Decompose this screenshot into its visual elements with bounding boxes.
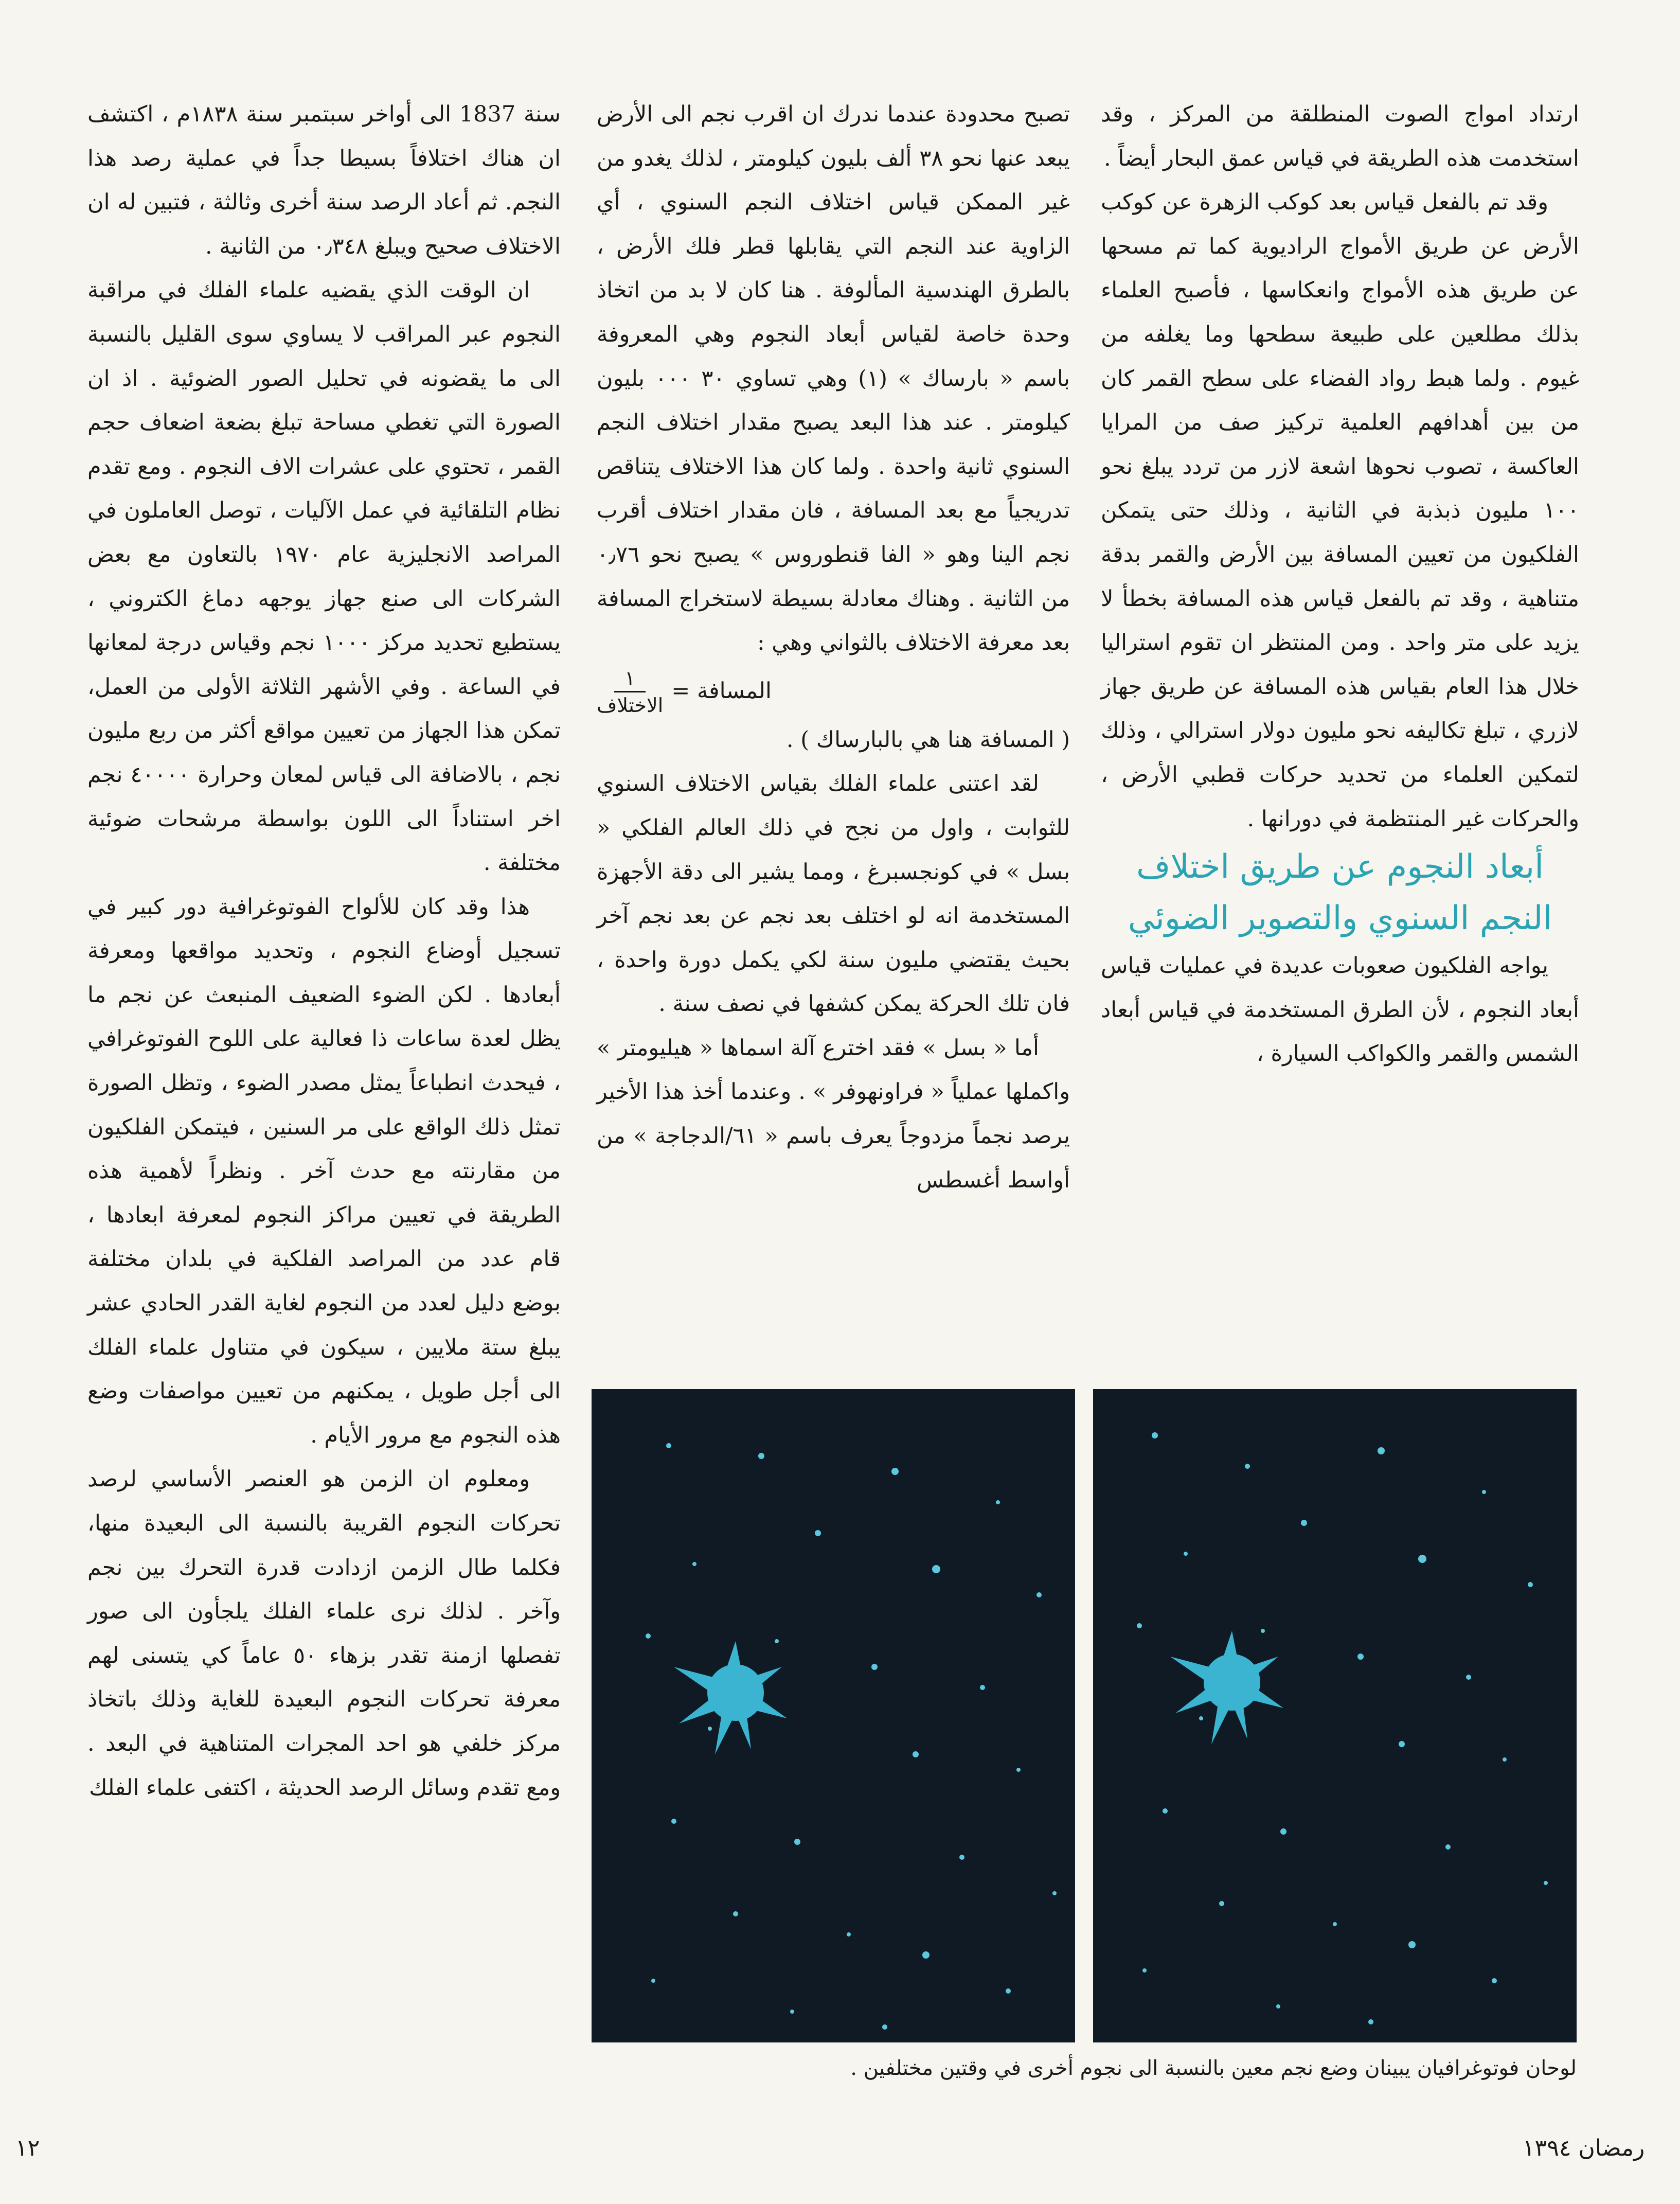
- distance-formula: [597, 665, 1070, 718]
- star-field-image: [1093, 1389, 1577, 2042]
- paragraph: سنة 1837 الى أواخر سبتمبر سنة ١٨٣٨م ، اكتشف ان هناك اختلافاً بسيطا جداً في عملية رصد هذا النجم. ثم أعاد الرصد سنة أخرى وثالثة ، فتبين له ان الاختلاف صحيح ويبلغ ٠٫٣٤٨ من الثانية .: [87, 101, 561, 259]
- formula-denominator: الاختلاف: [597, 694, 664, 717]
- issue-label: رمضان ١٣٩٤: [1523, 2135, 1645, 2161]
- column-middle: [597, 93, 1070, 1202]
- page-number: ١٢: [15, 2135, 40, 2161]
- paragraph: هذا وقد كان للألواح الفوتوغرافية دور كبير في تسجيل أوضاع النجوم ، وتحديد مواقعها ومعرفة أبعادها . لكن الضوء الضعيف المنبعث عن نجم ما يظل لعدة ساعات ذا فعالية على اللوح الفوتوغرافي ، فيحدث انطباعاً يمثل مصدر الضوء ، وتظل الصورة تمثل ذلك الواقع على مر السنين ، فيتمكن الفلكيون من مقارنته مع حدث آخر . ونظراً لأهمية هذه الطريقة في تعيين مراكز النجوم لمعرفة ابعادها ، قام عدد من المراصد الفلكية في بلدان مختلفة بوضع دليل لعدد من النجوم لغاية القدر الحادي عشر يبلغ ستة ملايين ، سيكون في متناول علماء الفلك الى أجل طويل ، يمكنهم من تعيين مواصفات وضع هذه النجوم مع مرور الأيام .: [87, 894, 561, 1448]
- paragraph: ارتداد امواج الصوت المنطلقة من المركز ، وقد استخدمت هذه الطريقة في قياس عمق البحار أيضاً .: [1101, 101, 1579, 171]
- formula-numerator: ١: [614, 665, 645, 692]
- bright-star-marker: [1170, 1631, 1283, 1744]
- figure-caption: لوحان فوتوغرافيان يبينان وضع نجم معين بالنسبة الى نجوم أخرى في وقتين مختلفين .: [850, 2056, 1577, 2080]
- paragraph: ومعلوم ان الزمن هو العنصر الأساسي لرصد تحركات النجوم القريبة بالنسبة الى البعيدة منها، فكلما طال الزمن ازدادت قدرة التحرك بين نجم وآخر . لذلك نرى علماء الفلك يلجأون الى صور تفصلها ازمنة تقدر بزهاء ٥٠ عاماً كي يتسنى لهم معرفة تحركات النجوم البعيدة للغاية وذلك باتخاذ مركز خلفي هو احد المجرات المتناهية في البعد . ومع تقدم وسائل الرصد الحديثة ، اكتفى علماء الفلك: [87, 1466, 561, 1801]
- paragraph: وقد تم بالفعل قياس بعد كوكب الزهرة عن كوكب الأرض عن طريق الأمواج الراديوية كما تم مسحها عن طريق هذه الأمواج وانعكاسها ، فأصبح العلماء بذلك مطلعين على طبيعة سطحها وما يغلفه من غيوم . ولما هبط رواد الفضاء على سطح القمر كان من بين أهدافهم العلمية تركيز صف من المرايا العاكسة ، تصوب نحوها اشعة لازر من تردد يبلغ نحو ١٠٠ مليون ذبذبة في الثانية ، وذلك حتى يتمكن الفلكيون من تعيين المسافة بين الأرض والقمر بدقة متناهية ، وقد تم بالفعل قياس هذه المسافة بخطأ لا يزيد على متر واحد . ومن المنتظر ان تقوم استراليا خلال هذا العام بقياس هذه المسافة عن طريق جهاز لازري ، تبلغ تكاليفه نحو مليون دولار استرالي ، وذلك لتمكين العلماء من تحديد حركات قطبي الأرض ، والحركات غير المنتظمة في دورانها .: [1101, 189, 1579, 832]
- formula-label: المسافة =: [671, 678, 772, 704]
- paragraph: تصبح محدودة عندما ندرك ان اقرب نجم الى الأرض يبعد عنها نحو ٣٨ ألف بليون كيلومتر ، لذلك يغدو من غير الممكن قياس اختلاف النجم السنوي ، أي الزاوية عند النجم التي يقابلها قطر فلك الأرض ، بالطرق الهندسية المألوفة . هنا كان لا بد من اتخاذ وحدة خاصة لقياس أبعاد النجوم وهي المعروفة باسم « بارساك » (١) وهي تساوي ٣٠ ٠٠٠ بليون كيلومتر . عند هذا البعد يصبح مقدار اختلاف النجم السنوي ثانية واحدة . ولما كان هذا الاختلاف يتناقص تدريجياً مع بعد المسافة ، فان مقدار اختلاف أقرب نجم الينا وهو « الفا قنطوروس » يصبح نحو ٠٫٧٦ من الثانية . وهناك معادلة بسيطة لاستخراج المسافة بعد معرفة الاختلاف بالثواني وهي :: [597, 101, 1070, 656]
- paragraph: ان الوقت الذي يقضيه علماء الفلك في مراقبة النجوم عبر المراقب لا يساوي سوى القليل بالنسبة الى ما يقضونه في تحليل الصور الضوئية . اذ ان الصورة التي تغطي مساحة تبلغ بضعة اضعاف حجم القمر ، تحتوي على عشرات الاف النجوم . ومع تقدم نظام التلقائية في عمل الآليات ، توصل العاملون في المراصد الانجليزية عام ١٩٧٠ بالتعاون مع بعض الشركات الى صنع جهاز يوجهه دماغ الكتروني ، يستطيع تحديد مركز ١٠٠٠ نجم وقياس درجة لمعانها في الساعة . وفي الأشهر الثلاثة الأولى من العمل، تمكن هذا الجهاز من تعيين مواقع أكثر من ربع مليون نجم ، بالاضافة الى قياس لمعان وحرارة ٤٠٠٠٠ نجم اخر استناداً الى اللون بواسطة مرشحات ضوئية مختلفة .: [87, 277, 561, 876]
- column-left: [87, 93, 561, 1810]
- formula-fraction: [597, 665, 663, 718]
- column-right: [1101, 93, 1579, 1076]
- formula-note: ( المسافة هنا هي بالبارساك ) .: [786, 726, 1070, 753]
- star-photo-plate-1: [1093, 1389, 1577, 2042]
- paragraph: لقد اعتنى علماء الفلك بقياس الاختلاف السنوي للثوابت ، واول من نجح في ذلك العالم الفلكي « بسل » في كونجسبرغ ، ومما يشير الى دقة الأجهزة المستخدمة انه لو اختلف بعد نجم عن بعد نجم آخر بحيث يقتضي مليون سنة لكي يكمل دورة واحدة ، فان تلك الحركة يمكن كشفها في نصف سنة .: [597, 771, 1070, 1017]
- paragraph: يواجه الفلكيون صعوبات عديدة في عمليات قياس أبعاد النجوم ، لأن الطرق المستخدمة في قياس أبعاد الشمس والقمر والكواكب السيارة ،: [1101, 953, 1579, 1067]
- star-field-image: [592, 1389, 1075, 2042]
- section-heading: أبعاد النجوم عن طريق اختلاف النجم السنوي والتصوير الضوئي: [1128, 848, 1552, 938]
- star-photo-plate-2: [592, 1389, 1075, 2042]
- paragraph: أما « بسل » فقد اخترع آلة اسماها « هيليومتر » واكملها عملياً « فراونهوفر » . وعندما أخذ هذا الأخير يرصد نجماً مزدوجاً يعرف باسم « ٦١/الدجاجة » من أواسط أغسطس: [597, 1035, 1070, 1193]
- bright-star-marker: [674, 1641, 787, 1754]
